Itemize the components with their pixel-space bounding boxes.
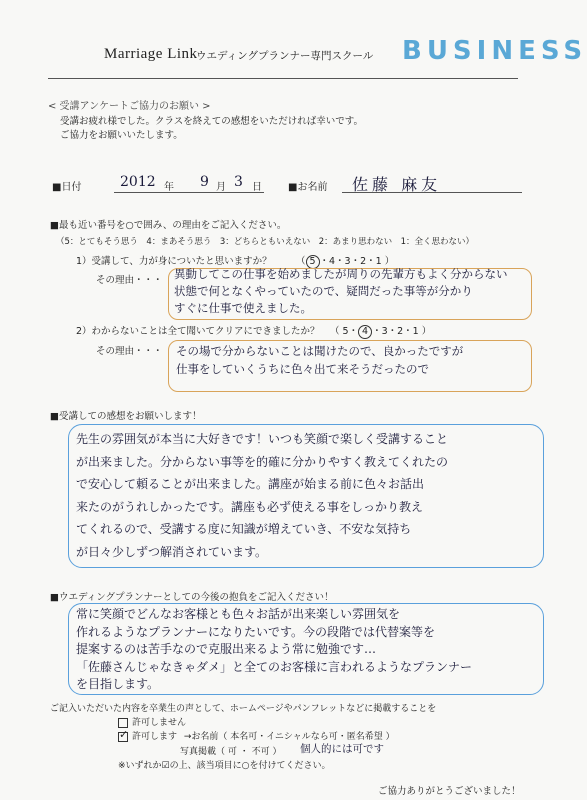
date-year: 2012 <box>120 174 156 190</box>
header-divider <box>48 78 518 79</box>
goals-line: 「佐藤さんじゃなきゃダメ」と全てのお客様に言われるようなプランナー <box>76 659 473 674</box>
impressions-text <box>76 428 448 563</box>
goals-line: 提案するのは苦手なので克服出来るよう常に勉強です… <box>76 642 377 656</box>
name-value: 佐藤 麻友 <box>352 175 442 194</box>
goals-line: 常に笑顔でどんなお客様とも色々お話が出来楽しい雰囲気を <box>76 607 401 621</box>
consent-deny-label: 許可しません <box>132 718 187 728</box>
intro-line-2: ご協力をお願いいたします。 <box>60 130 183 141</box>
date-day-unit: 日 <box>252 182 262 193</box>
business-title: BUSINESS <box>402 36 587 66</box>
consent-allow-detail: →お名前（ 本名可・イニシャルなら可・匿名希望 ） <box>183 732 395 742</box>
rating-scale: （5：とてもそう思う 4：まあそう思う 3：どちらともいえない 2：あまり思わない 1：全く思わない） <box>56 237 475 247</box>
q2-selected: 4 <box>358 325 372 339</box>
consent-text: ご記入いただいた内容を卒業生の声として、ホームページやパンフレットなどに掲載することを <box>50 704 437 714</box>
q2-answer-line-2: 仕事をしていくうちに色々出て来そうだったので <box>176 362 429 376</box>
question-2-scale <box>330 323 431 339</box>
date-day: 3 <box>234 174 243 190</box>
rating-instruction: ■最も近い番号を○で囲み、の理由をご記入ください。 <box>50 220 287 231</box>
impressions-line: が出来ました。分からない事等を的確に分かりやすく教えてくれたの <box>76 454 449 469</box>
impressions-label: ■受講しての感想をお願いします！ <box>50 411 202 422</box>
q1-reason-label: その理由・・・ <box>96 275 163 286</box>
date-month-unit: 月 <box>216 182 226 193</box>
consent-allow-label: 許可します <box>132 732 178 742</box>
thanks-text: ご協力ありがとうございました！ <box>378 786 521 797</box>
checkbox-deny[interactable] <box>118 718 128 728</box>
impressions-line: が日々少しずつ解消されています。 <box>76 544 268 559</box>
impressions-line: 先生の雰囲気が本当に大好きです！いつも笑顔で楽しく受講すること <box>76 432 449 446</box>
photo-consent-note: 個人的には可です <box>300 743 384 755</box>
date-year-unit: 年 <box>164 182 174 193</box>
impressions-line: てくれるので、受講する度に知識が増えていき、不安な気持ち <box>76 522 412 536</box>
q2-scale-post: ・3・2・1 ） <box>372 326 432 337</box>
photo-consent: 写真掲載（ 可 ・ 不可 ） <box>180 747 282 757</box>
goals-line: を目指します。 <box>76 677 160 691</box>
consent-note: ※いずれか☑の上、該当項目に○を付けてください。 <box>118 761 331 771</box>
survey-title: < 受講アンケートご協力のお願い > <box>48 101 211 112</box>
date-label: ■日付 <box>52 182 82 193</box>
checkbox-allow[interactable] <box>118 727 129 742</box>
name-label: ■お名前 <box>288 182 328 193</box>
goals-line: 作れるようなプランナーになりたいです。今の段階では代替案等を <box>76 624 436 639</box>
question-1: 1）受講して、力が身についたと思いますか？ <box>76 256 272 267</box>
intro-line-1: 受講お疲れ様でした。クラスを終えての感想をいただければ幸いです。 <box>60 116 363 127</box>
q2-scale-pre: （ 5・ <box>330 326 359 337</box>
goals-text <box>76 606 472 694</box>
check-mark-icon: ✓ <box>119 727 129 741</box>
impressions-line: 来たのがうれしかったです。講座も必ず使える事をしっかり教え <box>76 499 424 514</box>
question-2: 2）わからないことは全て聞いてクリアにできましたか？ <box>76 326 320 337</box>
q1-answer-line-2: 状態で何となくやっていたので、疑問だった事等が分かり <box>174 284 473 298</box>
q1-answer-line-3: すぐに仕事で使えました。 <box>174 301 312 315</box>
q1-answer <box>174 266 508 317</box>
q2-answer <box>176 342 463 378</box>
q1-scale-pre: （ <box>296 256 306 267</box>
goals-label: ■ウエディングプランナーとしての今後の抱負をご記入ください！ <box>50 592 334 603</box>
survey-intro <box>60 115 363 143</box>
impressions-line: で安心して頼ることが出来ました。講座が始まる前に色々お話出 <box>76 477 425 491</box>
q2-reason-label: その理由・・・ <box>96 346 163 357</box>
q1-selected: 5 <box>306 255 320 269</box>
date-month: 9 <box>200 174 209 190</box>
q1-answer-line-1: 異動してこの仕事を始めましたが周りの先輩方もよく分からない <box>174 267 508 281</box>
consent-option-deny[interactable] <box>118 715 186 728</box>
brand-subtitle: ウエディングプランナー専門スクール <box>196 50 374 62</box>
brand-name: Marriage Link <box>104 46 198 62</box>
q2-answer-line-1: その場で分からないことは聞けたので、良かったですが <box>176 344 464 358</box>
q1-scale-post: ・4・3・2・1 ） <box>319 256 395 267</box>
